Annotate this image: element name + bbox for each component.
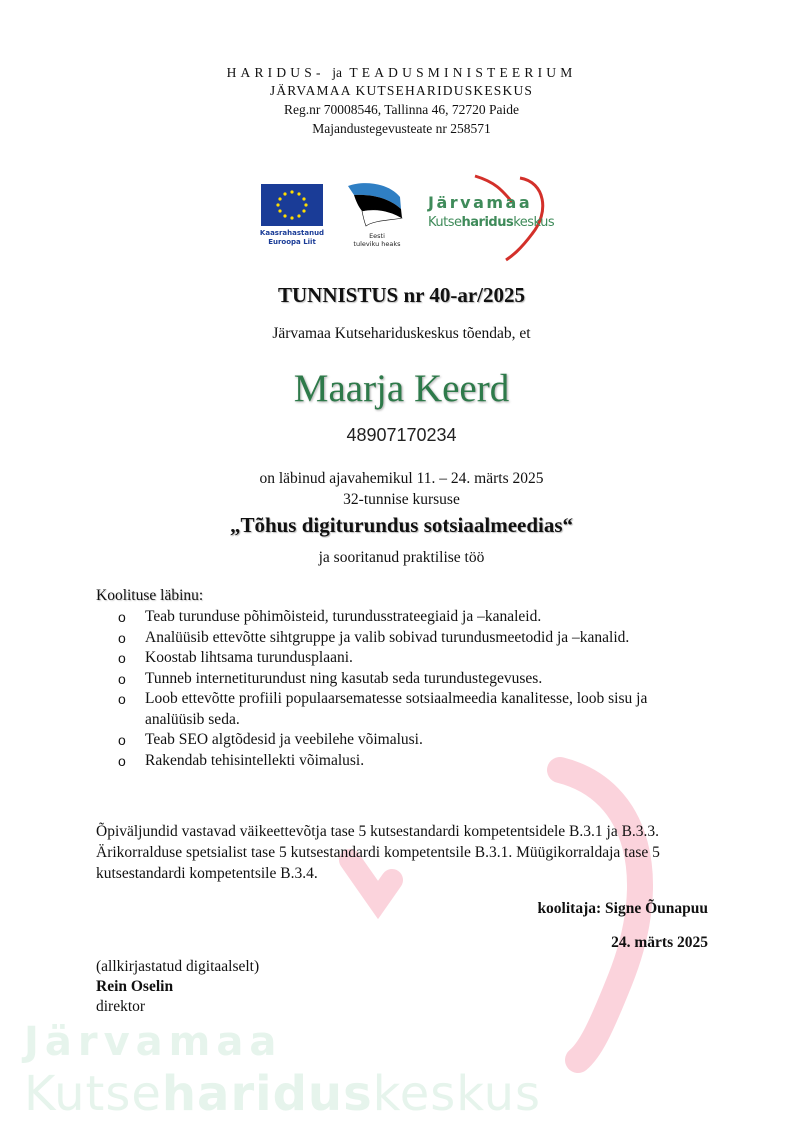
issue-date: 24. märts 2025	[611, 934, 708, 951]
certificate-intro: Järvamaa Kutsehariduskeskus tõendab, et	[272, 325, 531, 342]
school-address: Reg.nr 70008546, Tallinna 46, 72720 Paide	[283, 102, 520, 117]
recipient-name: Maarja Keerd	[293, 367, 510, 410]
watermark-line2: Kutsehariduskeskus	[24, 1066, 542, 1122]
ministry-heading: HARIDUS- ja TEADUSMINISTEERIUM	[226, 65, 577, 80]
bullet-circle-icon: o	[118, 629, 126, 646]
school-logo-line2: Kutsehariduskeskus	[428, 215, 555, 230]
list-item: o Rakendab tehisintellekti võimalusi.	[118, 751, 698, 772]
watermark-line1: Järvamaa	[24, 1019, 283, 1065]
digital-signature-note: (allkirjastatud digitaalselt)	[96, 958, 260, 975]
license-number: Majandustegevusteate nr 258571	[312, 121, 491, 136]
list-item: o Loob ettevõtte profiili populaarsematesse sotsiaalmeedia kanalitesse, loob sisu ja analüüsib seda.	[118, 690, 648, 728]
eu-caption: Kaasrahastanud Euroopa Liit	[259, 229, 325, 246]
course-name: „Tõhus digiturundus sotsiaalmeedias“	[229, 513, 574, 537]
school-logo-line1: Järvamaa	[428, 193, 533, 212]
competence-note: Õpiväljundid vastavad väikeettevõtja tase 5 kutsestandardi kompetentsidele B.3.1 ja B.3.3. Ärikorralduse spetsialist tase 5 kutsestandardi kompetentsile B.3.1. Müügikorraldaja tase 5 kutsestandardi kompetentsile B.3.4.	[96, 823, 660, 882]
eu-flag-icon	[261, 184, 323, 226]
director-name: Rein Oselin	[96, 978, 174, 995]
bullet-circle-icon: o	[118, 752, 126, 769]
list-item: o Teab turunduse põhimõisteid, turundusstrateegiaid ja –kanaleid.	[118, 607, 698, 628]
list-item: o Koostab lihtsama turundusplaani.	[118, 648, 698, 669]
bullet-circle-icon: o	[118, 691, 126, 707]
course-period: on läbinud ajavahemikul 11. – 24. märts 2025	[259, 470, 544, 487]
recipient-id: 48907170234	[346, 425, 457, 445]
course-hours: 32-tunnise kursuse	[343, 491, 460, 508]
outcomes-title: Koolituse läbinu:	[96, 587, 204, 604]
list-item: o Tunneb internetiturundust ning kasutab seda turundustegevuses.	[118, 669, 698, 690]
practical-work: ja sooritanud praktilise töö	[318, 549, 485, 566]
school-heading: JÄRVAMAA KUTSEHARIDUSKESKUS	[269, 83, 534, 98]
bullet-circle-icon: o	[118, 670, 126, 687]
estonia-caption: Eesti tuleviku heaks	[353, 232, 401, 248]
list-item: o Teab SEO algtõdesid ja veebilehe võimalusi.	[118, 730, 698, 751]
certificate-title: TUNNISTUS nr 40-ar/2025	[278, 283, 525, 307]
trainer-name: koolitaja: Signe Õunapuu	[537, 900, 708, 917]
bullet-circle-icon: o	[118, 609, 126, 625]
outcomes-list	[118, 607, 698, 771]
eu-stars-icon	[261, 184, 323, 226]
bullet-circle-icon: o	[118, 732, 126, 748]
bullet-circle-icon: o	[118, 650, 126, 666]
estonia-flag-logo-icon	[344, 180, 406, 230]
list-item: o Analüüsib ettevõtte sihtgruppe ja valib sobivad turundusmeetodid ja –kanalid.	[118, 628, 698, 649]
director-role: direktor	[96, 998, 146, 1015]
